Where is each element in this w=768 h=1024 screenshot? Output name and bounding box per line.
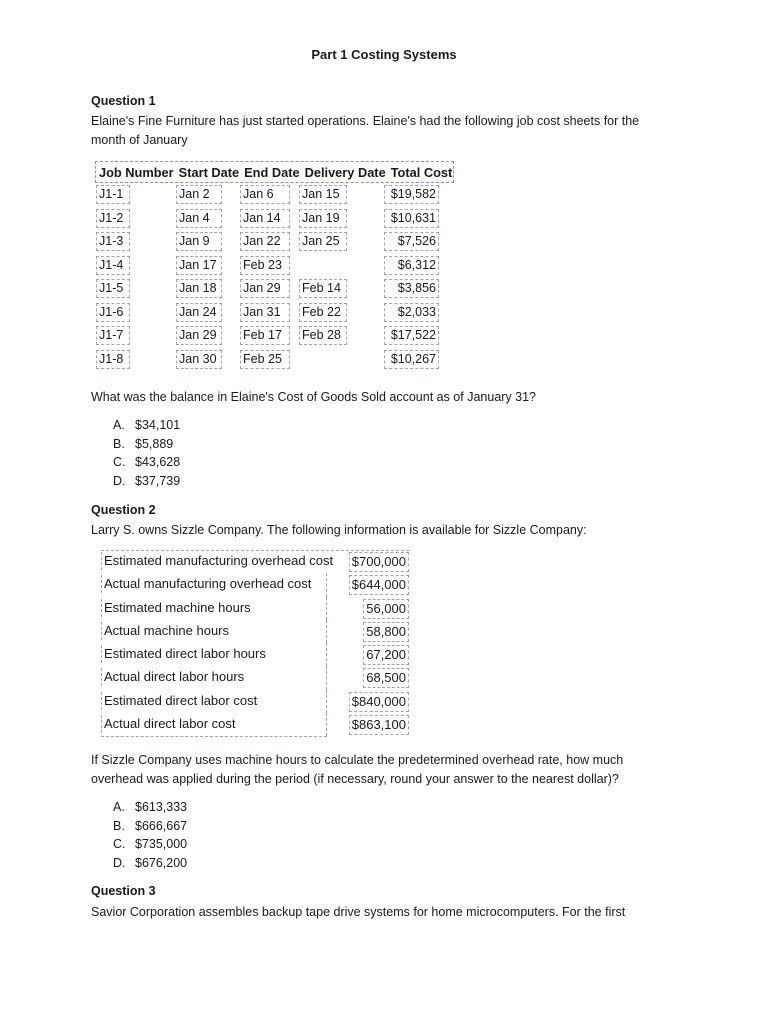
option-d: D. $37,739 xyxy=(113,473,181,488)
row-value: 68,500 xyxy=(363,668,409,688)
option-b: B. $666,667 xyxy=(113,818,188,833)
question-1-intro: Elaine's Fine Furniture has just started operations. Elaine's had the following job cost sheets for the month of January xyxy=(91,114,640,147)
table-row xyxy=(95,183,454,207)
row-label: Estimated direct labor cost xyxy=(101,692,257,710)
end-date-cell: Jan 6 xyxy=(240,185,290,204)
total-cost-cell: $3,856 xyxy=(384,279,439,298)
end-date-cell: Jan 31 xyxy=(240,303,290,322)
end-date-cell: Jan 22 xyxy=(240,232,290,251)
job-number-cell: J1-1 xyxy=(96,185,130,204)
table-row xyxy=(95,324,454,348)
total-cost-cell: $17,522 xyxy=(384,326,439,345)
job-number-cell: J1-4 xyxy=(96,256,130,275)
job-number-cell: J1-5 xyxy=(96,279,130,298)
row-value: $840,000 xyxy=(349,692,409,712)
row-value: $644,000 xyxy=(349,575,409,595)
total-cost-cell: $10,631 xyxy=(384,209,439,228)
table-row xyxy=(95,277,454,301)
job-cost-table xyxy=(95,161,454,371)
header-total-cost: Total Cost xyxy=(390,164,453,180)
question-1-heading: Question 1 xyxy=(91,94,156,108)
row-label: Actual direct labor hours xyxy=(101,668,244,686)
row-label: Actual manufacturing overhead cost xyxy=(101,575,311,593)
table-row xyxy=(95,254,454,278)
row-value: 58,800 xyxy=(363,622,409,642)
option-d: D. $676,200 xyxy=(113,855,188,870)
start-date-cell: Jan 29 xyxy=(176,326,222,345)
delivery-date-cell: Feb 22 xyxy=(299,303,347,322)
option-c: C. $735,000 xyxy=(113,837,188,852)
row-label: Estimated manufacturing overhead cost xyxy=(101,552,333,570)
job-table-header xyxy=(95,161,454,183)
start-date-cell: Jan 18 xyxy=(176,279,222,298)
delivery-date-cell: Feb 28 xyxy=(299,326,347,345)
table-row xyxy=(95,301,454,325)
start-date-cell: Jan 9 xyxy=(176,232,222,251)
job-table-body xyxy=(95,183,454,371)
header-delivery-date: Delivery Date xyxy=(304,164,386,180)
job-number-cell: J1-8 xyxy=(96,350,130,369)
delivery-date-cell: Jan 19 xyxy=(299,209,347,228)
page-title: Part 1 Costing Systems xyxy=(311,47,457,62)
delivery-date-cell: Jan 15 xyxy=(299,185,347,204)
total-cost-cell: $7,526 xyxy=(384,232,439,251)
delivery-date-cell: Feb 14 xyxy=(299,279,347,298)
table-row xyxy=(95,348,454,372)
total-cost-cell: $10,267 xyxy=(384,350,439,369)
row-value: 67,200 xyxy=(363,645,409,665)
row-value: $863,100 xyxy=(349,715,409,735)
total-cost-cell: $2,033 xyxy=(384,303,439,322)
option-b: B. $5,889 xyxy=(113,436,174,451)
question-3-heading: Question 3 xyxy=(91,884,156,898)
end-date-cell: Jan 14 xyxy=(240,209,290,228)
row-value: 56,000 xyxy=(363,599,409,619)
start-date-cell: Jan 4 xyxy=(176,209,222,228)
job-number-cell: J1-2 xyxy=(96,209,130,228)
total-cost-cell: $6,312 xyxy=(384,256,439,275)
table-row xyxy=(95,230,454,254)
delivery-date-cell: Jan 25 xyxy=(299,232,347,251)
table-row xyxy=(95,207,454,231)
question-2-text: If Sizzle Company uses machine hours to calculate the predetermined overhead rate, how much overhead was applied during the period (if necessary, round your answer to the nearest dollar)? xyxy=(91,753,624,786)
job-number-cell: J1-7 xyxy=(96,326,130,345)
start-date-cell: Jan 24 xyxy=(176,303,222,322)
start-date-cell: Jan 17 xyxy=(176,256,222,275)
row-label: Estimated direct labor hours xyxy=(101,645,266,663)
row-label: Actual machine hours xyxy=(101,622,229,640)
total-cost-cell: $19,582 xyxy=(384,185,439,204)
question-2-options xyxy=(113,798,187,872)
start-date-cell: Jan 30 xyxy=(176,350,222,369)
end-date-cell: Feb 23 xyxy=(240,256,290,275)
row-label: Estimated machine hours xyxy=(101,599,251,617)
question-2-heading: Question 2 xyxy=(91,503,156,517)
job-number-cell: J1-3 xyxy=(96,232,130,251)
row-label: Actual direct labor cost xyxy=(101,715,236,733)
header-job-number: Job Number xyxy=(99,164,174,180)
header-start-date: Start Date xyxy=(178,164,240,180)
job-number-cell: J1-6 xyxy=(96,303,130,322)
option-a: A. $613,333 xyxy=(113,800,188,814)
start-date-cell: Jan 2 xyxy=(176,185,222,204)
question-1-options xyxy=(113,416,180,490)
row-value: $700,000 xyxy=(349,552,409,572)
option-c: C. $43,628 xyxy=(113,455,181,470)
question-3-intro: Savior Corporation assembles backup tape drive systems for home microcomputers. For the first xyxy=(91,905,626,919)
end-date-cell: Jan 29 xyxy=(240,279,290,298)
header-end-date: End Date xyxy=(244,164,300,180)
question-1-text: What was the balance in Elaine's Cost of Goods Sold account as of January 31? xyxy=(91,390,537,404)
end-date-cell: Feb 25 xyxy=(240,350,290,369)
question-2-intro: Larry S. owns Sizzle Company. The following information is available for Sizzle Company: xyxy=(91,523,587,537)
end-date-cell: Feb 17 xyxy=(240,326,290,345)
option-a: A. $34,101 xyxy=(113,418,181,432)
